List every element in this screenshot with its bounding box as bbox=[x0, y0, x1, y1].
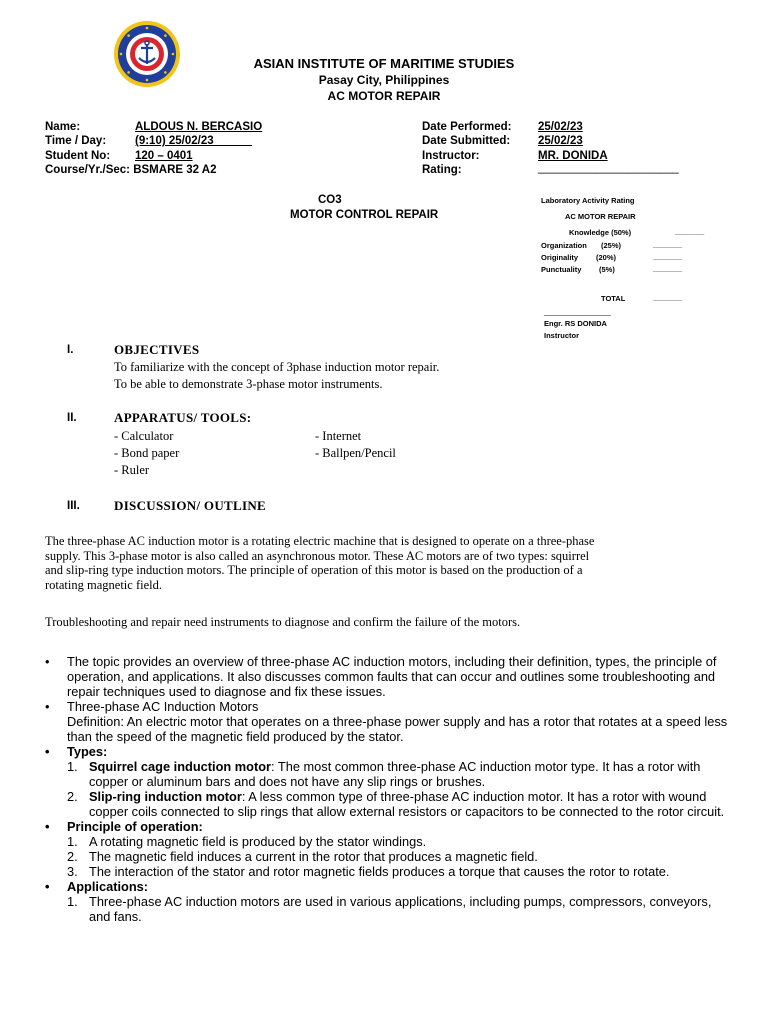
rating-organization-blank: _______ bbox=[653, 240, 683, 249]
bullet-icon: • bbox=[45, 699, 50, 714]
list-item bbox=[45, 744, 735, 819]
date-performed-label: Date Performed: bbox=[422, 121, 512, 133]
paragraph-line: supply. This 3-phase motor is also called an asynchronous motor. These AC motors are of two types: squirrel bbox=[45, 548, 590, 563]
rating-total-blank: _______ bbox=[653, 293, 683, 302]
rating-organization-pct: (25%) bbox=[601, 241, 622, 250]
bullet-icon: • bbox=[45, 819, 50, 834]
tool-item: - Internet bbox=[315, 429, 362, 443]
rating-engr-name: Engr. RS DONIDA bbox=[544, 319, 607, 328]
item-number: 1. bbox=[67, 759, 78, 774]
rating-originality: Originality bbox=[541, 253, 579, 262]
numbered-item bbox=[67, 789, 735, 819]
type-description: : A less common type of three-phase AC induction motor. It has a rotor with wound copper coils connected to slip rings that allow external resistors or capacitors to be connected to the rotor circuit. bbox=[89, 789, 725, 819]
type-description: : The most common three-phase AC induction motor type. It has a rotor with copper or aluminum bars and does not have any slip rings or brushes. bbox=[89, 759, 701, 789]
item-number: 1. bbox=[67, 894, 78, 909]
principle-step: A rotating magnetic field is produced by the stator windings. bbox=[89, 834, 427, 849]
numbered-item bbox=[67, 834, 735, 849]
section-2-title: APPARATUS/ TOOLS: bbox=[114, 410, 252, 425]
date-submitted-label: Date Submitted: bbox=[422, 135, 511, 147]
student-no-label: Student No: bbox=[45, 150, 111, 162]
numbered-item bbox=[67, 849, 735, 864]
rating-instructor-title: Instructor bbox=[544, 331, 580, 340]
numbered-item bbox=[67, 759, 735, 789]
date-performed-value: 25/02/23 bbox=[538, 121, 583, 133]
numbered-item bbox=[67, 894, 735, 924]
tool-item: - Calculator bbox=[114, 429, 174, 443]
rating-box-heading: Laboratory Activity Rating bbox=[541, 196, 635, 205]
date-submitted-value: 25/02/23 bbox=[538, 135, 583, 147]
institution-city: Pasay City, Philippines bbox=[318, 73, 450, 87]
type-name: Squirrel cage induction motor bbox=[89, 759, 272, 774]
applications-heading: Applications: bbox=[67, 879, 149, 894]
rating-box-subheading: AC MOTOR REPAIR bbox=[565, 212, 636, 221]
bullet-icon: • bbox=[45, 879, 50, 894]
rating-knowledge-blank: _______ bbox=[675, 227, 705, 236]
instructor-value: MR. DONIDA bbox=[538, 150, 608, 162]
time-value: (9:10) 25/02/23______ bbox=[135, 135, 253, 147]
activity-title: MOTOR CONTROL REPAIR bbox=[290, 209, 439, 221]
principle-heading: Principle of operation: bbox=[67, 819, 203, 834]
activity-code: CO3 bbox=[318, 194, 342, 206]
principle-step: The magnetic field induces a current in the rotor that produces a magnetic field. bbox=[89, 849, 538, 864]
tool-item: - Ballpen/Pencil bbox=[315, 446, 396, 460]
list-item bbox=[45, 654, 735, 699]
paragraph-line: The three-phase AC induction motor is a rotating electric machine that is designed to operate on a three-phase bbox=[45, 534, 595, 548]
induction-motor-heading: Three-phase AC Induction Motors bbox=[67, 699, 259, 714]
rating-label: Rating: bbox=[422, 164, 462, 176]
outline-list bbox=[45, 654, 735, 924]
numbered-item bbox=[67, 864, 735, 879]
paragraph-line: and slip-ring type induction motors. The principle of operation of this motor is based on the production of a bbox=[45, 563, 583, 577]
overview-text: The topic provides an overview of three-phase AC induction motors, including their definition, types, the principle of operation, and applications. It also discusses common faults that can occur and outlines some troubleshooting and repair techniques used to diagnose and fix these issues. bbox=[67, 654, 717, 699]
rating-knowledge: Knowledge (50%) bbox=[569, 228, 632, 237]
discussion-paragraph-1 bbox=[45, 534, 725, 592]
tool-item: - Ruler bbox=[114, 463, 150, 477]
course-title: AC MOTOR REPAIR bbox=[327, 89, 441, 103]
induction-motor-definition: Definition: An electric motor that operates on a three-phase power supply and has a rotor that rotates at a speed less than the speed of the magnetic field produced by the stator. bbox=[67, 714, 728, 744]
time-label: Time / Day: bbox=[45, 135, 107, 147]
item-number: 2. bbox=[67, 849, 78, 864]
institution-name: ASIAN INSTITUTE OF MARITIME STUDIES bbox=[253, 56, 515, 71]
rating-punctuality-pct: (5%) bbox=[599, 265, 615, 274]
application-text: Three-phase AC induction motors are used in various applications, including pumps, compressors, conveyors, and fans. bbox=[89, 894, 712, 924]
section-2-number: II. bbox=[67, 412, 77, 424]
list-item bbox=[45, 819, 735, 879]
course-section-label: Course/Yr./Sec: BSMARE 32 A2 bbox=[45, 164, 217, 176]
rating-organization: Organization bbox=[541, 241, 587, 250]
rating-punctuality-blank: _______ bbox=[653, 264, 683, 273]
types-heading: Types: bbox=[67, 744, 108, 759]
type-name: Slip-ring induction motor bbox=[89, 789, 242, 804]
rating-blank: ______________________ bbox=[538, 162, 679, 174]
item-number: 3. bbox=[67, 864, 78, 879]
item-number: 2. bbox=[67, 789, 78, 804]
bullet-icon: • bbox=[45, 744, 50, 759]
discussion-paragraph-2: Troubleshooting and repair need instruments to diagnose and confirm the failure of the motors. bbox=[45, 615, 521, 629]
paragraph-line: rotating magnetic field. bbox=[45, 577, 162, 592]
section-3-title: DISCUSSION/ OUTLINE bbox=[114, 498, 266, 513]
principle-step: The interaction of the stator and rotor magnetic fields produces a torque that causes the rotor to rotate. bbox=[89, 864, 670, 879]
rating-originality-pct: (20%) bbox=[596, 253, 617, 262]
rating-total-label: TOTAL bbox=[601, 294, 626, 303]
rating-signature-line: ________________ bbox=[544, 307, 611, 316]
name-label: Name: bbox=[45, 121, 81, 133]
section-1-title: OBJECTIVES bbox=[114, 342, 200, 357]
bullet-icon: • bbox=[45, 654, 50, 669]
section-1-number: I. bbox=[67, 344, 74, 356]
rating-punctuality: Punctuality bbox=[541, 265, 582, 274]
section-3-number: III. bbox=[67, 500, 80, 512]
student-no-value: 120 – 0401 bbox=[135, 150, 193, 162]
name-value: ALDOUS N. BERCASIO bbox=[135, 121, 263, 133]
instructor-label: Instructor: bbox=[422, 150, 480, 162]
tool-item: - Bond paper bbox=[114, 446, 180, 460]
item-number: 1. bbox=[67, 834, 78, 849]
rating-originality-blank: _______ bbox=[653, 252, 683, 261]
objective-2: To be able to demonstrate 3-phase motor instruments. bbox=[114, 377, 383, 391]
objective-1: To familiarize with the concept of 3phase induction motor repair. bbox=[114, 360, 440, 374]
list-item bbox=[45, 879, 735, 924]
list-item bbox=[45, 699, 735, 744]
